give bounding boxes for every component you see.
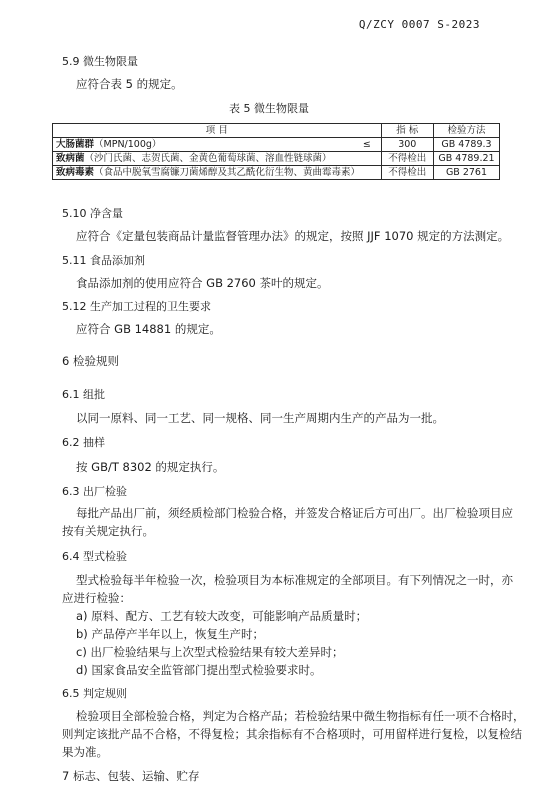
item-detail: （MPN/100g） [94,139,162,150]
section-5-10-heading: 5.10 净含量 [62,207,123,220]
method-cell: GB 2761 [433,166,499,180]
item-cell [53,152,382,166]
section-6-5-text-line3: 果为准。 [62,745,108,759]
item-name: 大肠菌群 [56,139,95,150]
limit-cell: 不得检出 [381,166,433,180]
section-6-4-text-line1: 型式检验每半年检验一次，检验项目为本标准规定的全部项目。有下列情况之一时，亦 [76,573,513,587]
table-header-row [53,124,500,138]
table-row [53,138,500,152]
list-item: a) 原料、配方、工艺有较大改变，可能影响产品质量时； [76,609,368,623]
section-6-2-heading: 6.2 抽样 [62,436,105,449]
table-5-caption: 表 5 微生物限量 [229,102,309,115]
col-limit-header: 指 标 [381,124,433,138]
method-cell: GB 4789.3 [433,138,499,152]
item-cell [53,166,382,180]
section-6-4-heading: 6.4 型式检验 [62,550,127,563]
section-6-5-text-line2: 则判定该批产品不合格，不得复检；其余指标有不合格项时，可用留样进行复检，以复检结 [62,727,522,741]
limit-cell: 300 [381,138,433,152]
section-5-11-heading: 5.11 食品添加剂 [62,254,145,267]
list-item: c) 出厂检验结果与上次型式检验结果有较大差异时； [76,645,344,659]
table-row [53,166,500,180]
item-cell [53,138,354,152]
list-item: b) 产品停产半年以上，恢复生产时； [76,627,264,641]
list-item: d) 国家食品安全监管部门提出型式检验要求时。 [76,663,322,677]
section-6-1-text: 以同一原料、同一工艺、同一规格、同一生产周期内生产的产品为一批。 [76,411,444,425]
microbial-limits-table [52,123,500,180]
item-name: 致病毒素 [56,167,95,178]
section-5-9-heading: 5.9 微生物限量 [62,55,138,68]
section-5-9-text: 应符合表 5 的规定。 [76,77,183,91]
section-6-3-text-line1: 每批产品出厂前，须经质检部门检验合格，并签发合格证后方可出厂。出厂检验项目应 [76,506,513,520]
col-item-header: 项 目 [53,124,382,138]
section-6-1-heading: 6.1 组批 [62,388,105,401]
table-row [53,152,500,166]
section-6-heading: 6 检验规则 [62,354,119,368]
item-detail: （沙门氏菌、志贺氏菌、金黄色葡萄球菌、溶血性链球菌） [84,153,332,164]
standard-number: Q/ZCY 0007 S-2023 [358,18,480,31]
section-5-12-text: 应符合 GB 14881 的规定。 [76,322,221,336]
section-5-12-heading: 5.12 生产加工过程的卫生要求 [62,300,211,313]
section-6-4-text-line2: 应进行检验： [62,591,131,605]
section-7-heading: 7 标志、包装、运输、贮存 [62,769,200,783]
section-6-2-text: 按 GB/T 8302 的规定执行。 [76,460,225,474]
section-6-5-text-line1: 检验项目全部检验合格，判定为合格产品；若检验结果中微生物指标有任一项不合格时， [76,709,525,723]
limit-cell: 不得检出 [381,152,433,166]
method-cell: GB 4789.21 [433,152,499,166]
section-6-5-heading: 6.5 判定规则 [62,687,127,700]
section-6-3-heading: 6.3 出厂检验 [62,485,127,498]
col-method-header: 检验方法 [433,124,499,138]
section-5-11-text: 食品添加剂的使用应符合 GB 2760 茶叶的规定。 [76,276,329,290]
comparator-cell: ≤ [353,138,381,152]
item-detail: （食品中脱氧雪腐镰刀菌烯醇及其乙酰化衍生物、黄曲霉毒素） [94,167,361,178]
section-6-3-text-line2: 按有关规定执行。 [62,524,154,538]
item-name: 致病菌 [56,153,85,164]
section-5-10-text: 应符合《定量包装商品计量监督管理办法》的规定，按照 JJF 1070 规定的方法测定。 [76,229,510,243]
